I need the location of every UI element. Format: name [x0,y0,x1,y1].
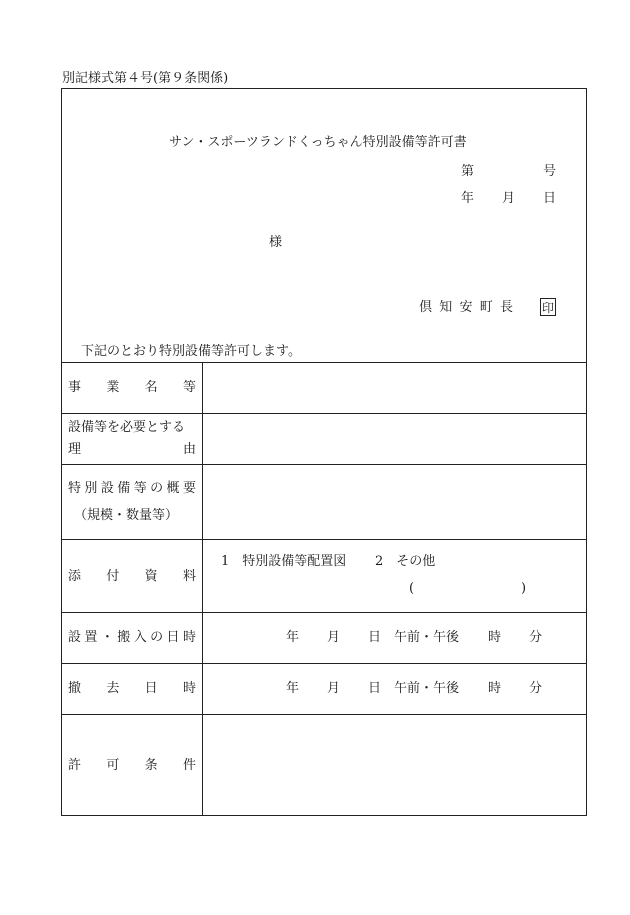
form-number: 別記様式第４号(第９条関係) [62,71,229,86]
removal-day: 日 [368,681,382,696]
table-divider [61,413,587,414]
table-divider [61,539,587,540]
removal-hour: 時 [488,681,502,696]
removal-minute: 分 [529,681,543,696]
label-overview: 特 別 設 備 等 の 概 要 [68,481,196,496]
table-divider [61,464,587,465]
label-business-name: 事 業 名 等 [68,380,196,395]
number-prefix: 第 [461,164,475,179]
install-minute: 分 [529,630,543,645]
removal-month: 月 [327,681,341,696]
install-hour: 時 [488,630,502,645]
removal-year: 年 [286,681,300,696]
date-year: 年 [461,191,475,206]
install-year: 年 [286,630,300,645]
install-ampm: 午前・午後 [394,630,460,645]
attachment-item-other: 2 その他 [375,554,436,569]
table-divider [61,612,587,613]
intro-text: 下記のとおり特別設備等許可します。 [81,344,301,359]
date-month: 月 [502,191,516,206]
removal-ampm: 午前・午後 [394,681,460,696]
form-title: サン・スポーツランドくっちゃん特別設備等許可書 [169,135,467,150]
table-divider [61,714,587,715]
install-day: 日 [368,630,382,645]
column-divider [202,362,203,816]
issuer-name: 倶 知 安 町 長 [419,300,513,315]
label-overview-sub: （規模・数量等） [74,508,179,523]
label-reason-line2: 理 由 [68,442,196,457]
label-install-datetime: 設 置 ・ 搬 入 の 日 時 [68,630,196,645]
install-month: 月 [327,630,341,645]
seal-mark: 印 [540,298,556,316]
label-attachments: 添 付 資 料 [68,569,196,584]
addressee-suffix: 様 [269,235,283,250]
attachment-item-layout: 1 特別設備等配置図 [221,554,347,569]
paren-open: ( [409,581,415,596]
label-removal-datetime: 撤 去 日 時 [68,681,196,696]
number-suffix: 号 [543,164,557,179]
date-day: 日 [543,191,557,206]
table-divider [61,663,587,664]
label-conditions: 許 可 条 件 [68,758,196,773]
paren-close: ) [521,581,527,596]
label-reason-line1: 設備等を必要とする [68,420,186,435]
table-divider [61,362,587,363]
